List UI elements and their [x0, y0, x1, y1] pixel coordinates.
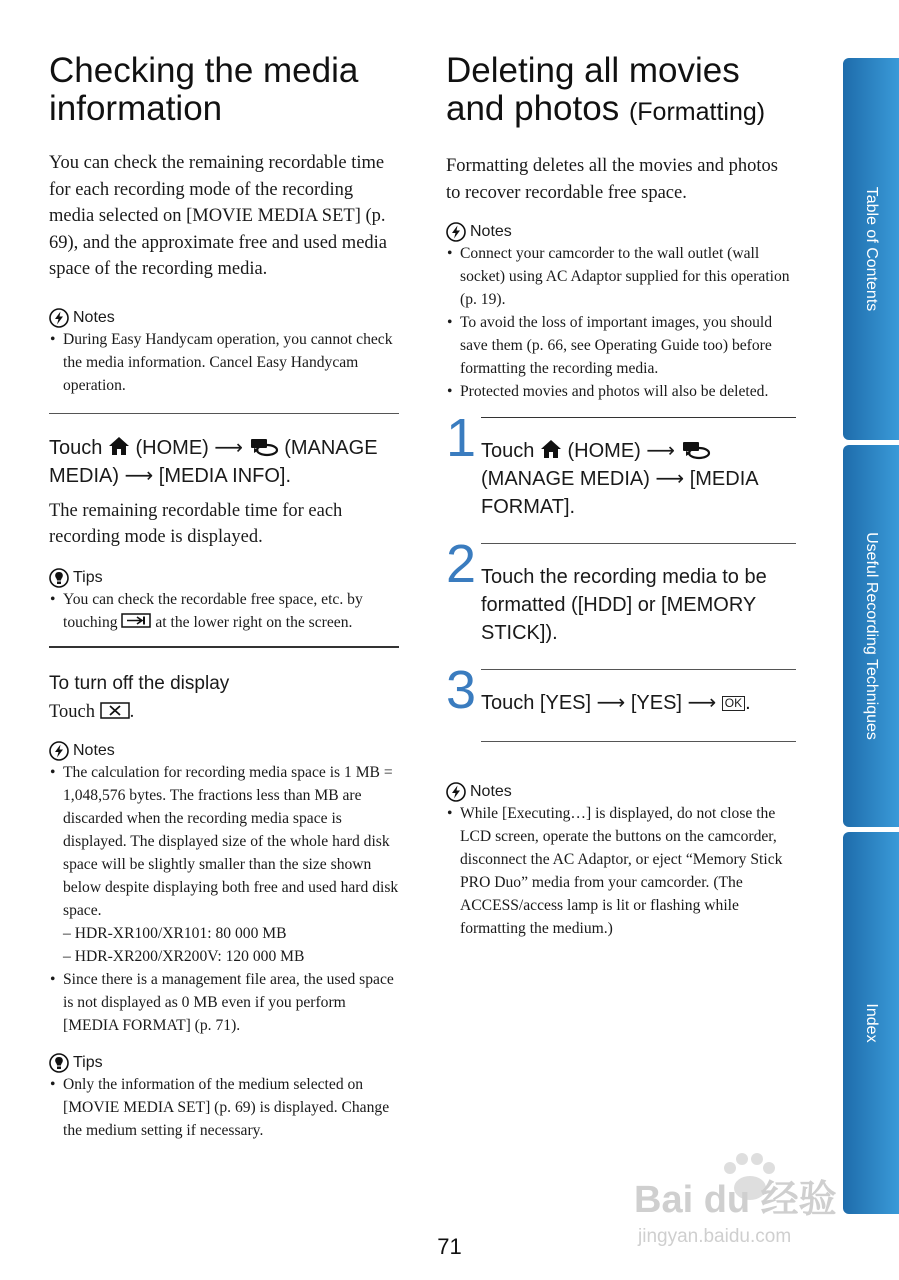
svg-text:Bai du 经验: Bai du 经验	[634, 1179, 837, 1221]
tips-icon	[49, 1053, 69, 1073]
notes-label: Notes	[470, 223, 512, 240]
left-notes-block-2	[49, 741, 399, 1037]
right-column	[446, 52, 796, 940]
tab-table-of-contents[interactable]: Table of Contents	[843, 58, 899, 440]
step-3: 3 Touch [YES] ⟶ [YES] ⟶ OK .	[446, 669, 796, 742]
notes-label: Notes	[73, 742, 115, 759]
left-tips-block	[49, 568, 399, 634]
arrow-icon: ⟶	[124, 464, 154, 487]
turn-off-text: Touch .	[49, 701, 135, 722]
step-2: 2 Touch the recording media to be formatted ([HDD] or [MEMORY STICK]).	[446, 543, 796, 669]
list-item: • Since there is a management file area, the used space is not displayed as 0 MB even if you perform [MEDIA FORMAT] (p. 71).	[49, 968, 399, 1037]
notes-icon	[49, 741, 69, 761]
right-section-title: Deleting all movies and photos (Formatting)	[446, 51, 766, 128]
arrow-icon: ⟶	[687, 692, 717, 714]
step-number: 3	[446, 660, 477, 720]
manage-media-icon	[681, 440, 711, 460]
arrow-icon: ⟶	[214, 436, 244, 459]
right-intro-text: Formatting deletes all the movies and photos to recover recordable free space.	[446, 156, 778, 203]
svg-text:jingyan.baidu.com: jingyan.baidu.com	[638, 1226, 792, 1247]
notes-icon	[49, 308, 69, 328]
close-display-icon	[100, 702, 130, 719]
tips-label: Tips	[73, 568, 103, 586]
home-icon	[540, 439, 562, 459]
page-number: 71	[437, 1234, 462, 1259]
ok-button-icon: OK	[722, 696, 745, 711]
home-icon	[108, 436, 130, 456]
divider	[481, 741, 796, 742]
step-number: 2	[446, 534, 477, 594]
tab-useful-recording-techniques[interactable]: Useful Recording Techniques	[843, 445, 899, 827]
left-section-title: Checking the media information	[49, 51, 359, 128]
right-notes-block-2	[446, 782, 796, 940]
divider	[49, 413, 399, 414]
notes-label: Notes	[73, 308, 115, 326]
list-item: • During Easy Handycam operation, you cannot check the media information. Cancel Easy Handycam operation.	[49, 328, 399, 397]
divider	[49, 646, 399, 648]
list-item: • Only the information of the medium selected on [MOVIE MEDIA SET] (p. 69) is displayed. Change the medium setting if necessary.	[49, 1073, 399, 1142]
notes-icon	[446, 782, 466, 802]
arrow-icon: ⟶	[646, 440, 676, 462]
list-item: • You can check the recordable free space, etc. by touching at the lower right on the screen.	[49, 588, 399, 634]
list-item: • Connect your camcorder to the wall outlet (wall socket) using AC Adaptor supplied for this operation (p. 19).	[446, 242, 796, 311]
left-intro-text: You can check the remaining recordable time for each recording mode of the recording media selected on [MOVIE MEDIA SET] (p. 69), and the approximate free and used media space of the recording media.	[49, 153, 388, 279]
arrow-icon: ⟶	[596, 692, 626, 714]
left-step-instruction: Touch (HOME) ⟶ (MANAGE MEDIA) ⟶ [MEDIA INFO].	[49, 436, 378, 487]
list-item: • Protected movies and photos will also be deleted.	[446, 380, 796, 403]
list-item: • The calculation for recording media space is 1 MB = 1,048,576 bytes. The fractions less than MB are discarded when the recording media space is displayed. The displayed size of the whole hard disk space will be slightly smaller than the size shown below despite displaying both free and used hard disk space. – HDR-XR100/XR101: 80 000 MB – HDR-XR200/XR200V: 120 000 MB	[49, 761, 399, 968]
left-result-text: The remaining recordable time for each recording mode is displayed.	[49, 500, 343, 547]
manage-media-icon	[249, 437, 279, 457]
notes-label: Notes	[470, 783, 512, 800]
right-notes-block	[446, 222, 796, 403]
left-tips-block-2	[49, 1053, 399, 1142]
left-column	[49, 52, 399, 1142]
turn-off-heading: To turn off the display	[49, 672, 230, 694]
list-item: • To avoid the loss of important images, you should save them (p. 66, see Operating Guide too) before formatting the recording media.	[446, 311, 796, 380]
tips-icon	[49, 568, 69, 588]
tips-label: Tips	[73, 1054, 103, 1071]
step-1: 1 Touch (HOME) ⟶ (MANAGE MEDIA) ⟶ [MEDIA FORMAT].	[446, 417, 796, 543]
tab-index[interactable]: Index	[843, 832, 899, 1214]
notes-icon	[446, 222, 466, 242]
list-item: • While [Executing…] is displayed, do not close the LCD screen, operate the buttons on the camcorder, disconnect the AC Adaptor, or eject “Memory Stick PRO Duo” media from your camcorder. (The ACCESS/access lamp is lit or flashing while formatting the medium.)	[446, 802, 796, 940]
step-number: 1	[446, 408, 477, 468]
arrow-icon: ⟶	[655, 468, 685, 490]
next-page-icon	[121, 613, 151, 628]
left-notes-list	[49, 328, 399, 397]
left-notes-block	[49, 308, 399, 397]
